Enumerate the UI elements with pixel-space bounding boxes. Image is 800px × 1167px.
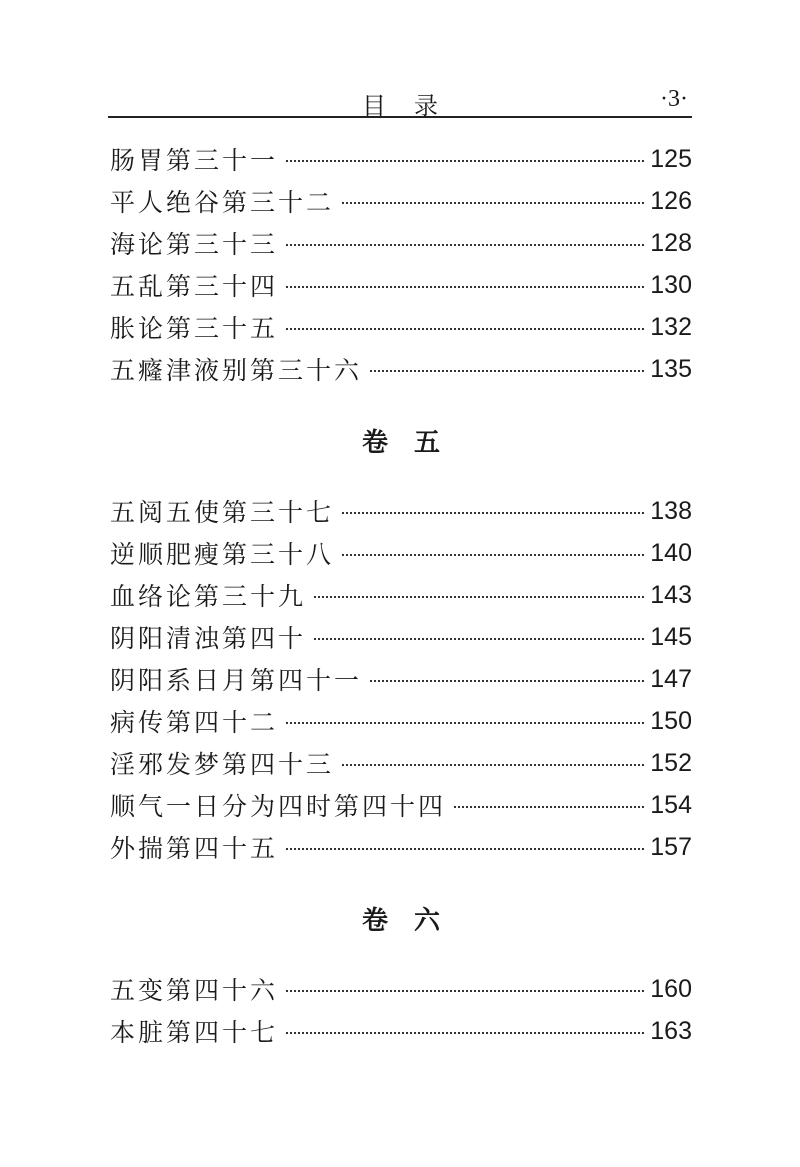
toc-entry[interactable] [110, 180, 692, 222]
toc-entry-title: 病传第四十二 [110, 708, 279, 737]
toc-entry-page: 128 [650, 228, 692, 257]
toc-entry-page: 150 [650, 706, 692, 735]
toc-entry[interactable] [110, 968, 692, 1010]
page-header [108, 86, 692, 118]
toc-entry-page: 152 [650, 748, 692, 777]
toc-entry-title: 五癃津液别第三十六 [110, 356, 363, 385]
dot-leader [286, 990, 644, 992]
toc-entry[interactable] [110, 574, 692, 616]
dot-leader [454, 806, 644, 808]
toc-entry-page: 160 [650, 974, 692, 1003]
dot-leader [286, 244, 644, 246]
dot-leader [342, 512, 644, 514]
toc-entry-title: 血络论第三十九 [110, 582, 307, 611]
toc-entry-title: 五阅五使第三十七 [110, 498, 335, 527]
toc-entry-page: 157 [650, 832, 692, 861]
toc-entry-title: 淫邪发梦第四十三 [110, 750, 335, 779]
toc-entry-page: 138 [650, 496, 692, 525]
dot-leader [370, 680, 644, 682]
header-page-number: ·3· [660, 86, 688, 112]
toc-entry[interactable] [110, 700, 692, 742]
toc-entry[interactable] [110, 222, 692, 264]
toc-entry[interactable] [110, 264, 692, 306]
toc-entry-page: 130 [650, 270, 692, 299]
toc-entry[interactable] [110, 348, 692, 390]
toc-entry-page: 163 [650, 1016, 692, 1045]
toc-entry-page: 135 [650, 354, 692, 383]
section-heading: 卷五 [361, 427, 466, 458]
toc-entry-title: 阴阳系日月第四十一 [110, 666, 363, 695]
toc-entry[interactable] [110, 306, 692, 348]
toc-entry[interactable] [110, 742, 692, 784]
toc-entry-page: 147 [650, 664, 692, 693]
toc-entry[interactable] [110, 616, 692, 658]
toc-entry-title: 肠胃第三十一 [110, 146, 279, 175]
dot-leader [286, 848, 644, 850]
toc-entry-title: 阴阳清浊第四十 [110, 624, 307, 653]
toc-entry-page: 132 [650, 312, 692, 341]
toc-entry-title: 顺气一日分为四时第四十四 [110, 792, 447, 821]
dot-leader [286, 1032, 644, 1034]
toc-entry-title: 逆顺肥瘦第三十八 [110, 540, 335, 569]
dot-leader [286, 328, 644, 330]
toc-entry-page: 140 [650, 538, 692, 567]
toc-entry-title: 五变第四十六 [110, 976, 279, 1005]
toc-entry[interactable] [110, 532, 692, 574]
toc-entry-page: 126 [650, 186, 692, 215]
dot-leader [314, 638, 644, 640]
toc-entry-title: 外揣第四十五 [110, 834, 279, 863]
table-of-contents [110, 138, 692, 1052]
toc-entry[interactable] [110, 826, 692, 868]
toc-entry[interactable] [110, 490, 692, 532]
toc-entry-title: 五乱第三十四 [110, 272, 279, 301]
header-title: 目录 [362, 92, 466, 120]
dot-leader [342, 554, 644, 556]
toc-entry-page: 143 [650, 580, 692, 609]
dot-leader [286, 160, 644, 162]
toc-entry-page: 145 [650, 622, 692, 651]
toc-entry[interactable] [110, 658, 692, 700]
toc-entry-page: 154 [650, 790, 692, 819]
toc-entry[interactable] [110, 1010, 692, 1052]
dot-leader [342, 764, 644, 766]
dot-leader [342, 202, 644, 204]
dot-leader [286, 722, 644, 724]
toc-entry-title: 海论第三十三 [110, 230, 279, 259]
section-heading: 卷六 [361, 905, 466, 936]
toc-entry-title: 平人绝谷第三十二 [110, 188, 335, 217]
toc-entry-title: 本脏第四十七 [110, 1018, 279, 1047]
dot-leader [314, 596, 644, 598]
toc-entry-page: 125 [650, 144, 692, 173]
dot-leader [370, 370, 644, 372]
toc-entry[interactable] [110, 138, 692, 180]
dot-leader [286, 286, 644, 288]
toc-entry-title: 胀论第三十五 [110, 314, 279, 343]
toc-entry[interactable] [110, 784, 692, 826]
